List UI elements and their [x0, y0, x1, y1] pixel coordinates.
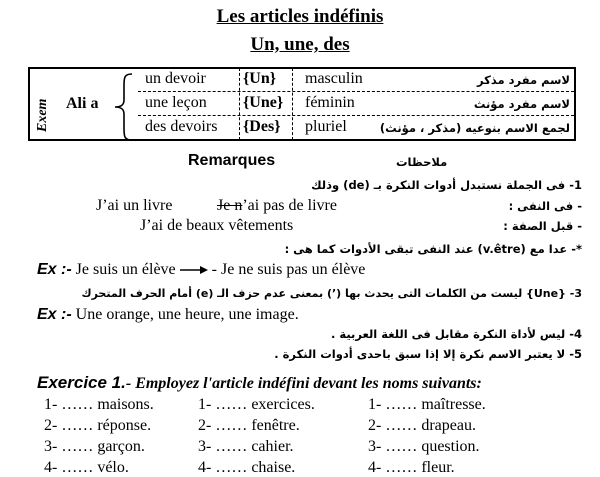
example-arabic: لاسم مفرد مذكر — [477, 73, 570, 87]
example-subject: Ali a — [66, 95, 99, 112]
note-3: 3- {Une} ليست من الكلمات التى يحدث بها (’) بمعنى عدم حزف الـ (e) أمام الحرف المتحرك — [81, 287, 582, 300]
example-arabic: لاسم مفرد مؤنث — [473, 97, 570, 111]
negation-example-b — [217, 197, 337, 215]
exercise-item: 1- …… maisons. — [44, 396, 154, 413]
example-noun: un devoir — [145, 70, 206, 87]
note-1: 1- فى الجملة نستبدل أدوات النكرة بـ (de) وذلك — [311, 178, 582, 192]
row-divider — [138, 91, 574, 92]
col-divider — [292, 68, 293, 140]
exercise-item: 3- …… garçon. — [44, 438, 145, 455]
note-4: 4- ليس لأداة النكرة مقابل فى اللغة العربية . — [330, 327, 582, 341]
example-side-label: Exem — [35, 98, 50, 132]
remarques-title: Remarques — [188, 152, 276, 169]
exercise-item: 4- …… fleur. — [368, 459, 455, 476]
exercise-item: 2- …… drapeau. — [368, 417, 476, 434]
arrow-right-icon — [180, 265, 208, 275]
exercise-header — [37, 373, 482, 393]
example-2 — [37, 306, 299, 324]
row-divider — [138, 115, 574, 116]
page-title: Les articles indéfinis — [216, 6, 384, 27]
exercise-item: 1- …… exercices. — [198, 396, 315, 413]
example-gender: pluriel — [305, 118, 347, 135]
example-noun: des devoirs — [145, 118, 218, 135]
example-1-right: - Je ne suis pas un élève — [211, 261, 366, 278]
exercise-item: 1- …… maîtresse. — [368, 396, 486, 413]
example-noun: une leçon — [145, 94, 207, 111]
struck-text: Je n — [217, 197, 243, 214]
col-divider — [239, 68, 240, 140]
example-2-label: Ex :- — [37, 306, 72, 323]
negation-rest: ’ai pas de livre — [242, 197, 337, 214]
exercise-item: 3- …… question. — [368, 438, 480, 455]
example-1-left: Je suis un élève — [75, 261, 176, 278]
example-article: {Un} — [243, 70, 277, 87]
exercise-item: 2- …… fenêtre. — [198, 417, 300, 434]
page-subtitle: Un, une, des — [250, 34, 350, 55]
exercise-label: Exercice 1. — [37, 373, 126, 392]
exercise-item: 2- …… réponse. — [44, 417, 152, 434]
negation-label: - فى النفى : — [508, 199, 582, 213]
note-2: *- عدا مع (v.être) عند النفى تبقى الأدوات كما هى : — [284, 242, 582, 256]
example-article: {Des} — [243, 118, 281, 135]
negation-example-a: J’ai un livre — [96, 197, 173, 214]
adjective-example: J’ai de beaux vêtements — [140, 217, 294, 234]
exercise-item: 3- …… cahier. — [198, 438, 294, 455]
exercise-instruction: - Employez l'article indéfini devant les noms suivants: — [125, 375, 482, 392]
example-1 — [37, 261, 365, 279]
example-gender: féminin — [305, 94, 355, 111]
adjective-label: - قبل الصفة : — [503, 219, 582, 233]
example-1-label: Ex :- — [37, 261, 72, 278]
example-gender: masculin — [305, 70, 363, 87]
note-5: 5- لا يعتبر الاسم نكرة إلا إذا سبق باحدى أدوات النكرة . — [274, 347, 582, 361]
example-2-text: Une orange, une heure, une image. — [75, 306, 299, 323]
curly-brace-icon — [112, 72, 134, 142]
exercise-item: 4- …… chaise. — [198, 459, 296, 476]
exercise-item: 4- …… vélo. — [44, 459, 129, 476]
remarques-title-ar: ملاحظات — [396, 155, 448, 169]
example-article: {Une} — [243, 94, 284, 111]
example-arabic: لجمع الاسم بنوعيه (مذكر ، مؤنث) — [379, 121, 570, 135]
